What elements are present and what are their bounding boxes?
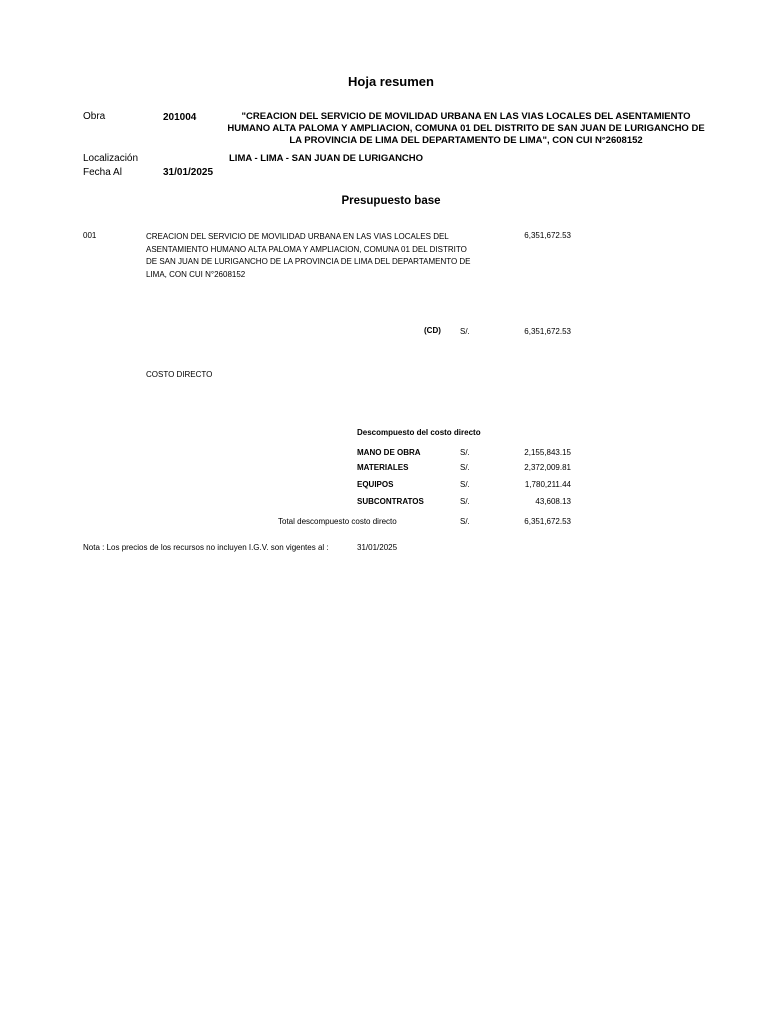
breakdown-row-amount: 1,780,211.44 [524, 480, 571, 489]
fecha-label: Fecha Al [83, 167, 122, 178]
breakdown-total-amount: 6,351,672.53 [524, 517, 571, 526]
breakdown-row-currency: S/. [460, 463, 470, 472]
section-title: Presupuesto base [341, 195, 441, 207]
budget-item-description [146, 231, 471, 281]
cd-currency: S/. [460, 327, 470, 336]
cd-amount: 6,351,672.53 [524, 327, 571, 336]
obra-code: 201004 [163, 112, 197, 123]
breakdown-row-label: SUBCONTRATOS [357, 497, 424, 506]
breakdown-row-currency: S/. [460, 497, 470, 506]
costo-directo-label: COSTO DIRECTO [146, 370, 213, 379]
budget-item-amount: 6,351,672.53 [524, 231, 571, 240]
budget-item-line: LIMA, CON CUI N°2608152 [146, 269, 246, 279]
breakdown-total-currency: S/. [460, 517, 470, 526]
obra-description-line: LA PROVINCIA DE LIMA DEL DEPARTAMENTO DE LIMA", CON CUI N°2608152 [289, 135, 643, 146]
breakdown-row-amount: 43,608.13 [535, 497, 571, 506]
budget-item-line: ASENTAMIENTO HUMANO ALTA PALOMA Y AMPLIACION, COMUNA 01 DEL DISTRITO [146, 244, 467, 254]
breakdown-row-amount: 2,155,843.15 [524, 448, 571, 457]
breakdown-row-label: MANO DE OBRA [357, 448, 421, 457]
obra-label: Obra [83, 111, 106, 122]
fecha-value: 31/01/2025 [163, 167, 214, 178]
note-text: Nota : Los precios de los recursos no incluyen I.G.V. son vigentes al : [83, 543, 329, 552]
budget-item-line: DE SAN JUAN DE LURIGANCHO DE LA PROVINCIA DE LIMA DEL DEPARTAMENTO DE [146, 257, 471, 266]
localizacion-label: Localización [83, 153, 139, 164]
cd-label: (CD) [424, 326, 441, 335]
breakdown-row-currency: S/. [460, 448, 470, 457]
budget-item-code: 001 [83, 231, 97, 240]
budget-item-line: CREACION DEL SERVICIO DE MOVILIDAD URBANA EN LAS VIAS LOCALES DEL [146, 232, 449, 241]
obra-description-line: "CREACION DEL SERVICIO DE MOVILIDAD URBANA EN LAS VIAS LOCALES DEL ASENTAMIENTO [241, 111, 691, 122]
obra-description [226, 111, 706, 147]
breakdown-row-label: EQUIPOS [357, 480, 394, 489]
localizacion-value: LIMA - LIMA - SAN JUAN DE LURIGANCHO [229, 153, 424, 164]
breakdown-row-currency: S/. [460, 480, 470, 489]
page-title: Hoja resumen [348, 74, 434, 89]
obra-description-line: HUMANO ALTA PALOMA Y AMPLIACION, COMUNA 01 DEL DISTRITO DE SAN JUAN DE LURIGANCHO DE [227, 123, 705, 134]
breakdown-total-label: Total descompuesto costo directo [278, 517, 397, 526]
breakdown-row-label: MATERIALES [357, 463, 409, 472]
breakdown-row-amount: 2,372,009.81 [524, 463, 571, 472]
note-date: 31/01/2025 [357, 543, 398, 552]
breakdown-title: Descompuesto del costo directo [357, 428, 481, 437]
